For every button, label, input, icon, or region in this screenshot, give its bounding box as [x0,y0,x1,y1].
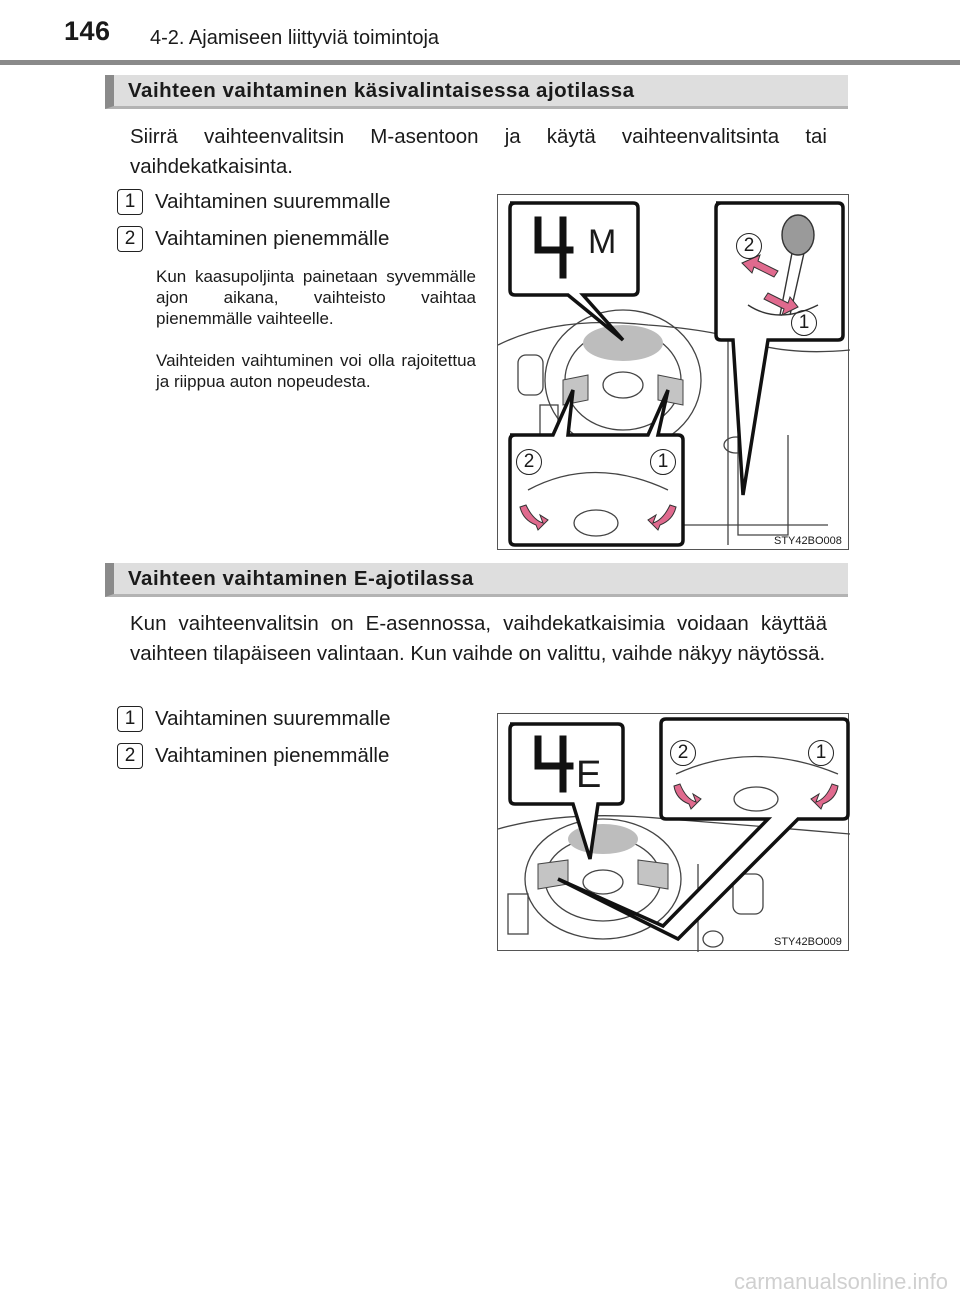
section-heading-manual-mode [105,75,848,109]
page-number: 146 [64,16,111,46]
section-heading-text: Vaihteen vaihtaminen E-ajotilassa [128,567,474,590]
note-speed-limit: Vaihteiden vaihtuminen voi olla rajoitettua ja riippua auton nopeudesta. [156,351,476,391]
callout-number-1: 1 [791,310,817,336]
header-rule [0,60,960,65]
item-number-badge: 1 [117,189,143,215]
item-number-badge: 2 [117,226,143,252]
watermark: carmanualsonline.info [733,1269,948,1294]
section-heading-text: Vaihteen vaihtaminen käsivalintaisessa ajotilassa [128,79,635,102]
item-label-shift-down: Vaihtaminen pienemmälle [155,227,390,250]
section1-intro: Siirrä vaihteenvalitsin M-asentoon ja käytä vaihteenvalitsinta tai vaihdekatkaisinta. [130,125,827,178]
chapter-title: 4-2. Ajamiseen liittyviä toimintoja [150,27,440,49]
figure-eco-mode [497,713,849,951]
display-mode-letter: E [576,754,602,796]
figure-manual-mode-illustration [498,195,850,551]
figure-manual-mode [497,194,849,550]
callout-number-1: 1 [650,449,676,475]
callout-number-2: 2 [670,740,696,766]
callout-number-1: 1 [808,740,834,766]
figure-code: STY42BO008 [774,535,842,547]
callout-number-2: 2 [736,233,762,259]
note-kickdown: Kun kaasupoljinta painetaan syvemmälle ajon aikana, vaihteisto vaihtaa pienemmälle vaihteelle. [156,267,476,328]
figure-code: STY42BO009 [774,936,842,948]
item-label-shift-down: Vaihtaminen pienemmälle [155,744,390,767]
item-number-badge: 1 [117,706,143,732]
section2-intro: Kun vaihteenvalitsin on E-asennossa, vaihdekatkaisimia voidaan käyttää vaihteen tilapäiseen valintaan. Kun vaihde on valittu, vaihde näkyy näytössä. [130,612,827,665]
item-label-shift-up: Vaihtaminen suuremmalle [155,707,391,730]
item-number-badge: 2 [117,743,143,769]
display-mode-letter: M [588,223,617,261]
callout-number-2: 2 [516,449,542,475]
item-label-shift-up: Vaihtaminen suuremmalle [155,190,391,213]
section-heading-eco-mode [105,563,848,597]
